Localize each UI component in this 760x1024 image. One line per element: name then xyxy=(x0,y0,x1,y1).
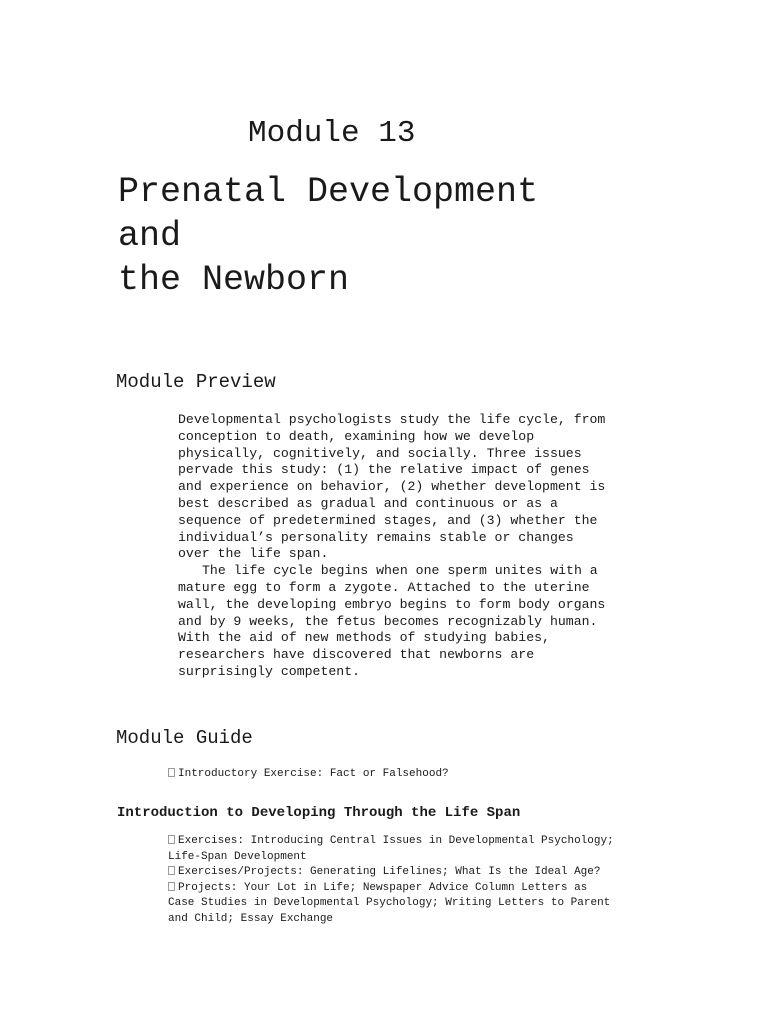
guide-item-text: Introductory Exercise: Fact or Falsehood? xyxy=(178,768,449,780)
guide-item-text: and Child; Essay Exchange xyxy=(168,912,334,925)
guide-item-list xyxy=(168,834,648,928)
guide-item xyxy=(168,834,648,865)
guide-item-text: Case Studies in Developmental Psychology; Writing Letters to Parent xyxy=(168,897,611,910)
guide-item xyxy=(168,881,648,928)
module-title xyxy=(118,170,678,302)
guide-item-text: Exercises: Introducing Central Issues in Developmental Psychology; xyxy=(178,835,614,847)
guide-item-intro-exercise xyxy=(168,767,648,783)
module-preview-heading: Module Preview xyxy=(116,371,276,393)
preview-paragraph-2 xyxy=(178,563,648,681)
text-line: With the aid of new methods of studying babies, xyxy=(178,630,550,646)
guide-item xyxy=(168,865,648,881)
module-guide-heading: Module Guide xyxy=(116,727,253,749)
guide-item-text: Exercises/Projects: Generating Lifelines; What Is the Ideal Age? xyxy=(178,866,601,879)
text-line: mature egg to form a zygote. Attached to the uterine xyxy=(178,579,590,595)
text-line: and by 9 weeks, the fetus becomes recognizably human. xyxy=(178,613,598,629)
subsection-heading: Introduction to Developing Through the Life Span xyxy=(117,805,521,821)
text-line: researchers have discovered that newborns are xyxy=(178,647,535,663)
text-line: over the life span. xyxy=(178,546,329,562)
guide-item-text: Projects: Your Lot in Life; Newspaper Advice Column Letters as xyxy=(178,881,588,894)
text-line: sequence of predetermined stages, and (3) whether the xyxy=(178,512,598,528)
bullet-box-icon xyxy=(168,866,175,875)
text-line: pervade this study: (1) the relative impact of genes xyxy=(178,462,590,478)
module-preview-body xyxy=(178,412,648,681)
module-number: Module 13 xyxy=(248,116,416,151)
module-title-line: and xyxy=(118,216,182,256)
guide-item-text: Life-Span Development xyxy=(168,850,307,863)
text-line: best described as gradual and continuous or as a xyxy=(178,495,558,511)
bullet-box-icon xyxy=(168,835,175,844)
text-line: and experience on behavior, (2) whether development is xyxy=(178,479,606,495)
text-line: The life cycle begins when one sperm unites with a xyxy=(202,563,598,579)
bullet-box-icon xyxy=(168,882,175,891)
preview-paragraph-1 xyxy=(178,412,648,563)
text-line: wall, the developing embryo begins to form body organs xyxy=(178,596,606,612)
module-title-line: Prenatal Development xyxy=(118,172,539,212)
module-title-line: the Newborn xyxy=(118,260,350,300)
bullet-box-icon xyxy=(168,768,175,777)
text-line: individual’s personality remains stable or changes xyxy=(178,529,574,545)
text-line: conception to death, examining how we develop xyxy=(178,428,535,444)
text-line: Developmental psychologists study the life cycle, from xyxy=(178,412,606,427)
text-line: surprisingly competent. xyxy=(178,663,361,679)
text-line: physically, cognitively, and socially. Three issues xyxy=(178,445,582,461)
